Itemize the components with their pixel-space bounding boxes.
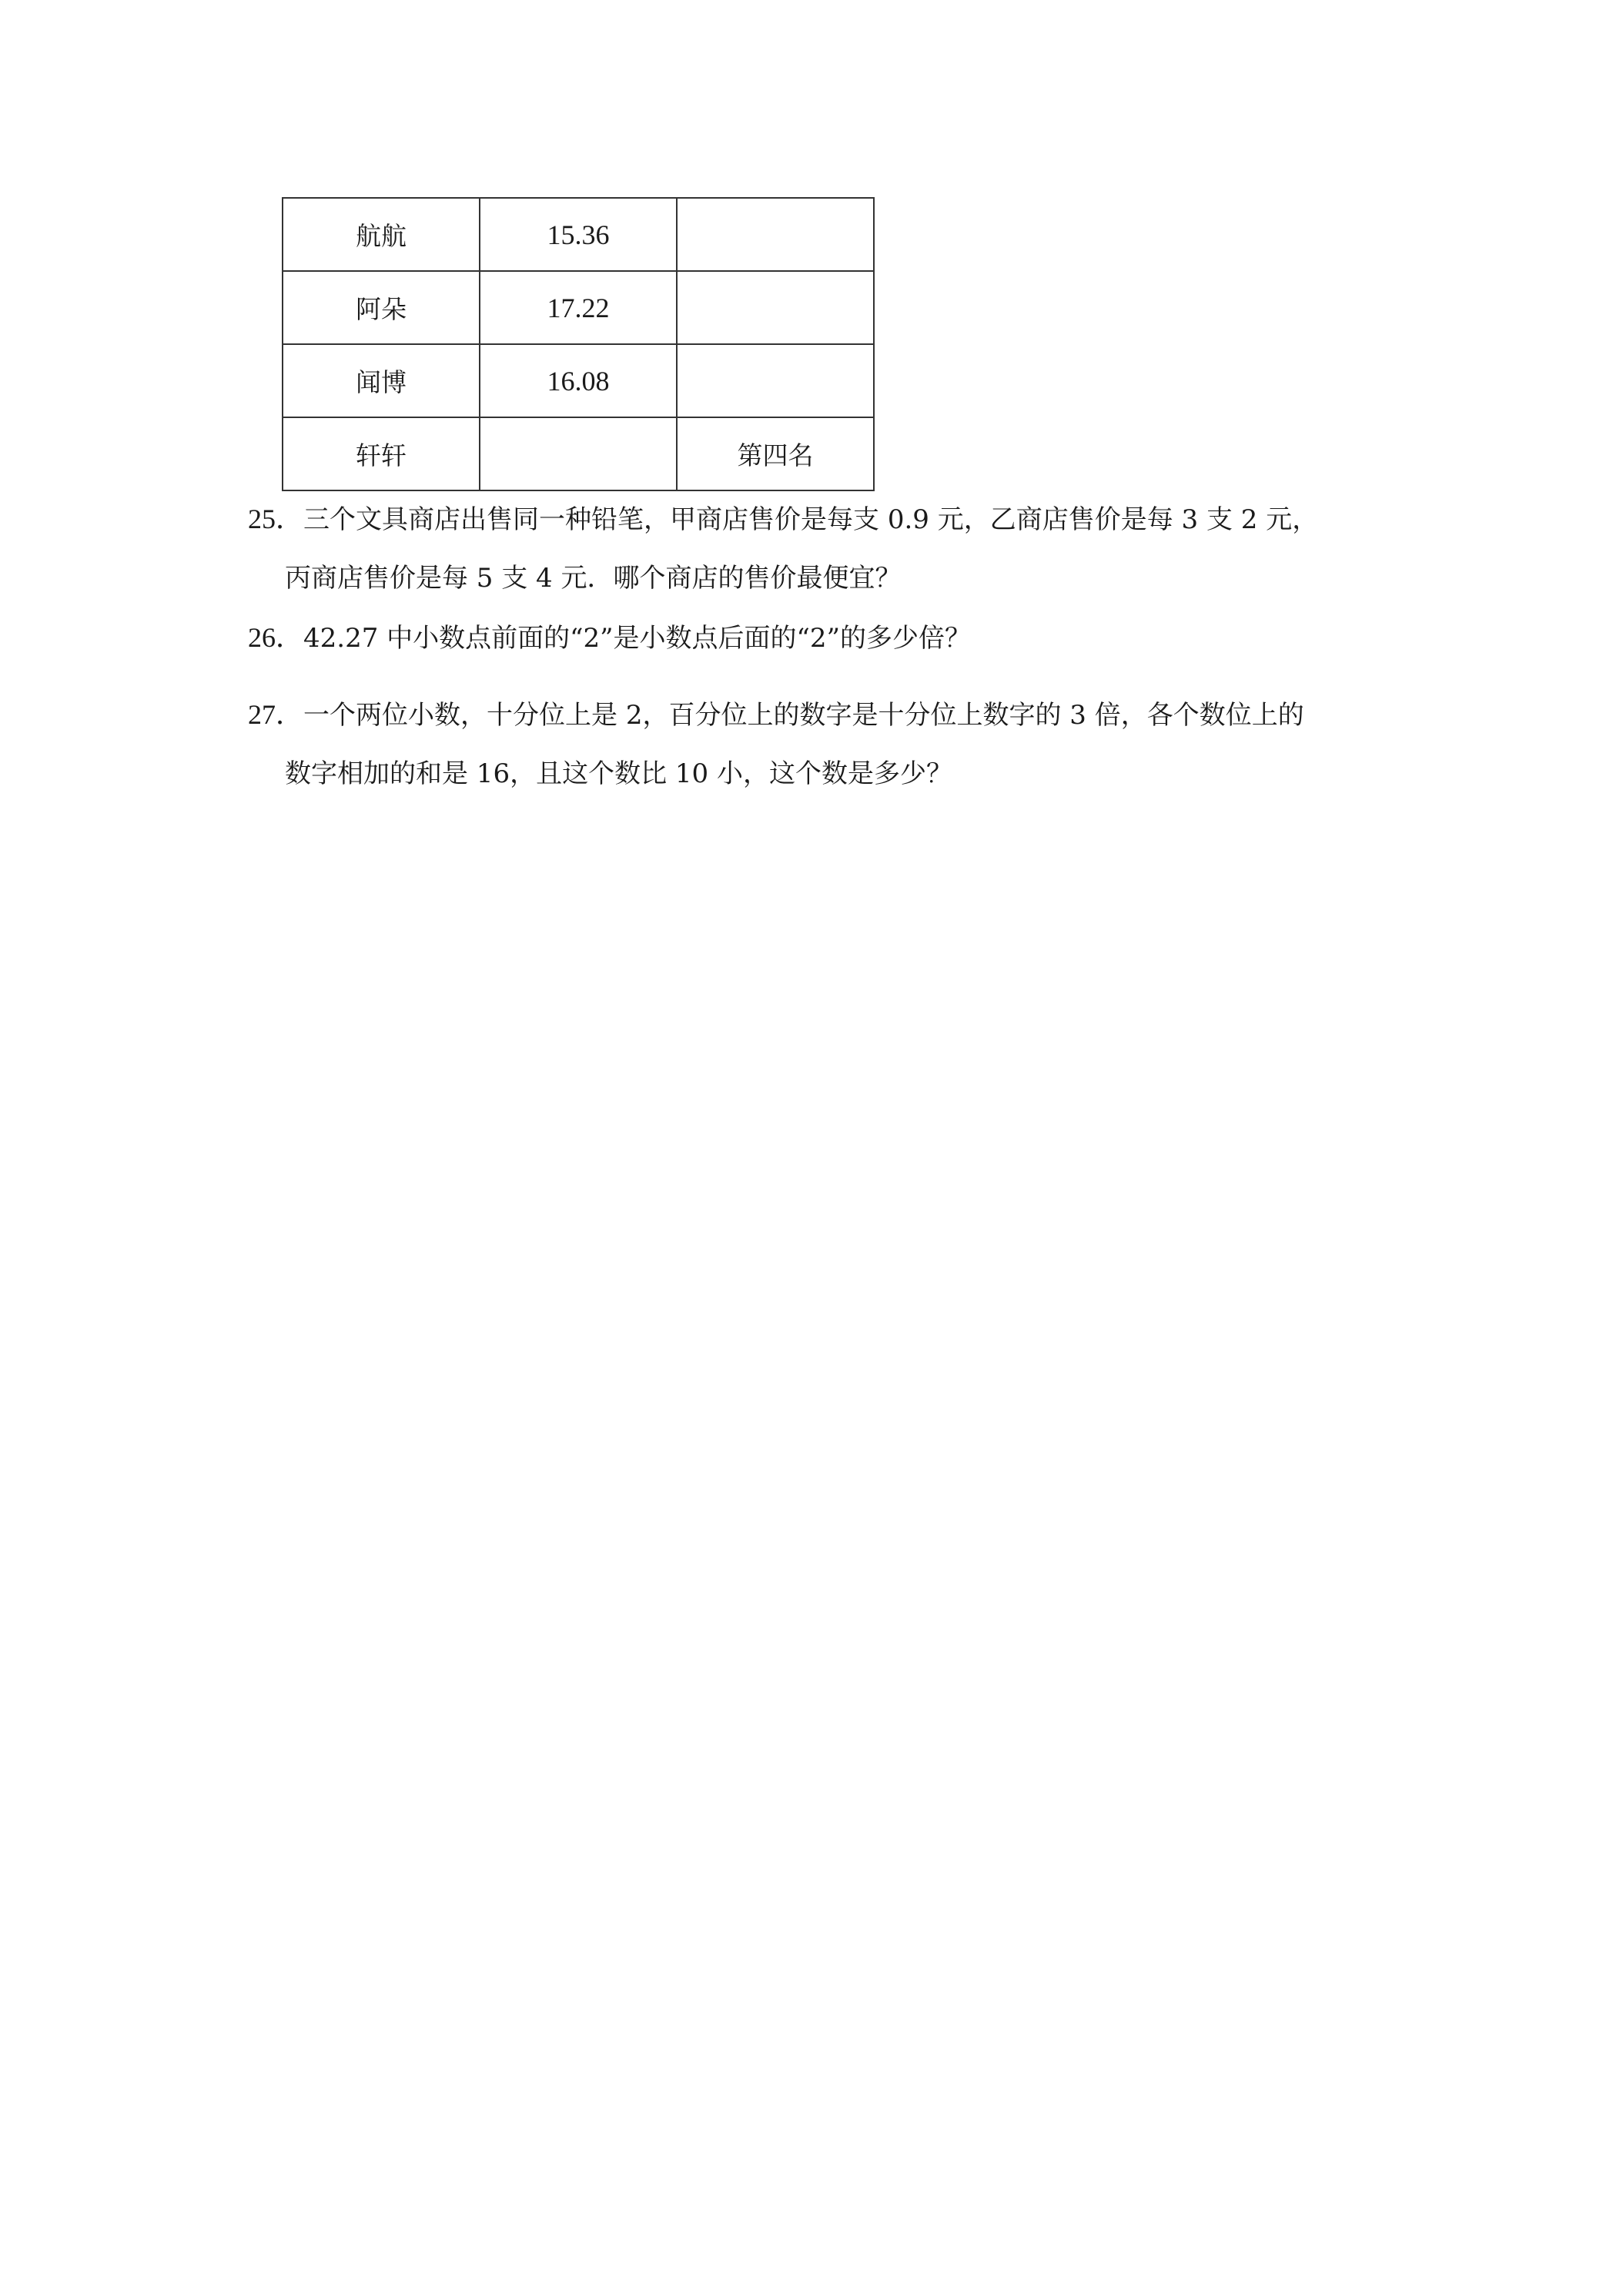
- question-number: 25．: [248, 504, 304, 534]
- table-row: [283, 198, 874, 271]
- table-row: [283, 344, 874, 417]
- name-cell: 轩轩: [283, 417, 480, 490]
- question-text-continued: 数字相加的和是 16，且这个数比 10 小，这个数是多少？: [285, 758, 952, 789]
- rank-cell: [677, 198, 874, 271]
- table-row: [283, 271, 874, 344]
- question-number: 27．: [248, 699, 304, 730]
- question-text-continued: 丙商店售价是每 5 支 4 元．哪个商店的售价最便宜？: [285, 563, 902, 594]
- question-text: 42.27 中小数点前面的“2”是小数点后面的“2”的多少倍？: [303, 623, 971, 654]
- score-cell: 15.36: [480, 198, 677, 271]
- score-cell: [480, 417, 677, 490]
- rank-cell: [677, 271, 874, 344]
- rank-cell: 第四名: [677, 417, 874, 490]
- name-cell: 闻博: [283, 344, 480, 417]
- results-table: [282, 197, 875, 491]
- question-text: 一个两位小数，十分位上是 2，百分位上的数字是十分位上数字的 3 倍，各个数位上的: [303, 700, 1304, 731]
- name-cell: 阿朵: [283, 271, 480, 344]
- question-text: 三个文具商店出售同一种铅笔，甲商店售价是每支 0.9 元，乙商店售价是每 3 支 2 元，: [303, 504, 1319, 535]
- score-cell: 16.08: [480, 344, 677, 417]
- score-cell: 17.22: [480, 271, 677, 344]
- name-cell: 航航: [283, 198, 480, 271]
- question-number: 26．: [248, 622, 304, 653]
- rank-cell: [677, 344, 874, 417]
- table-row: [283, 417, 874, 490]
